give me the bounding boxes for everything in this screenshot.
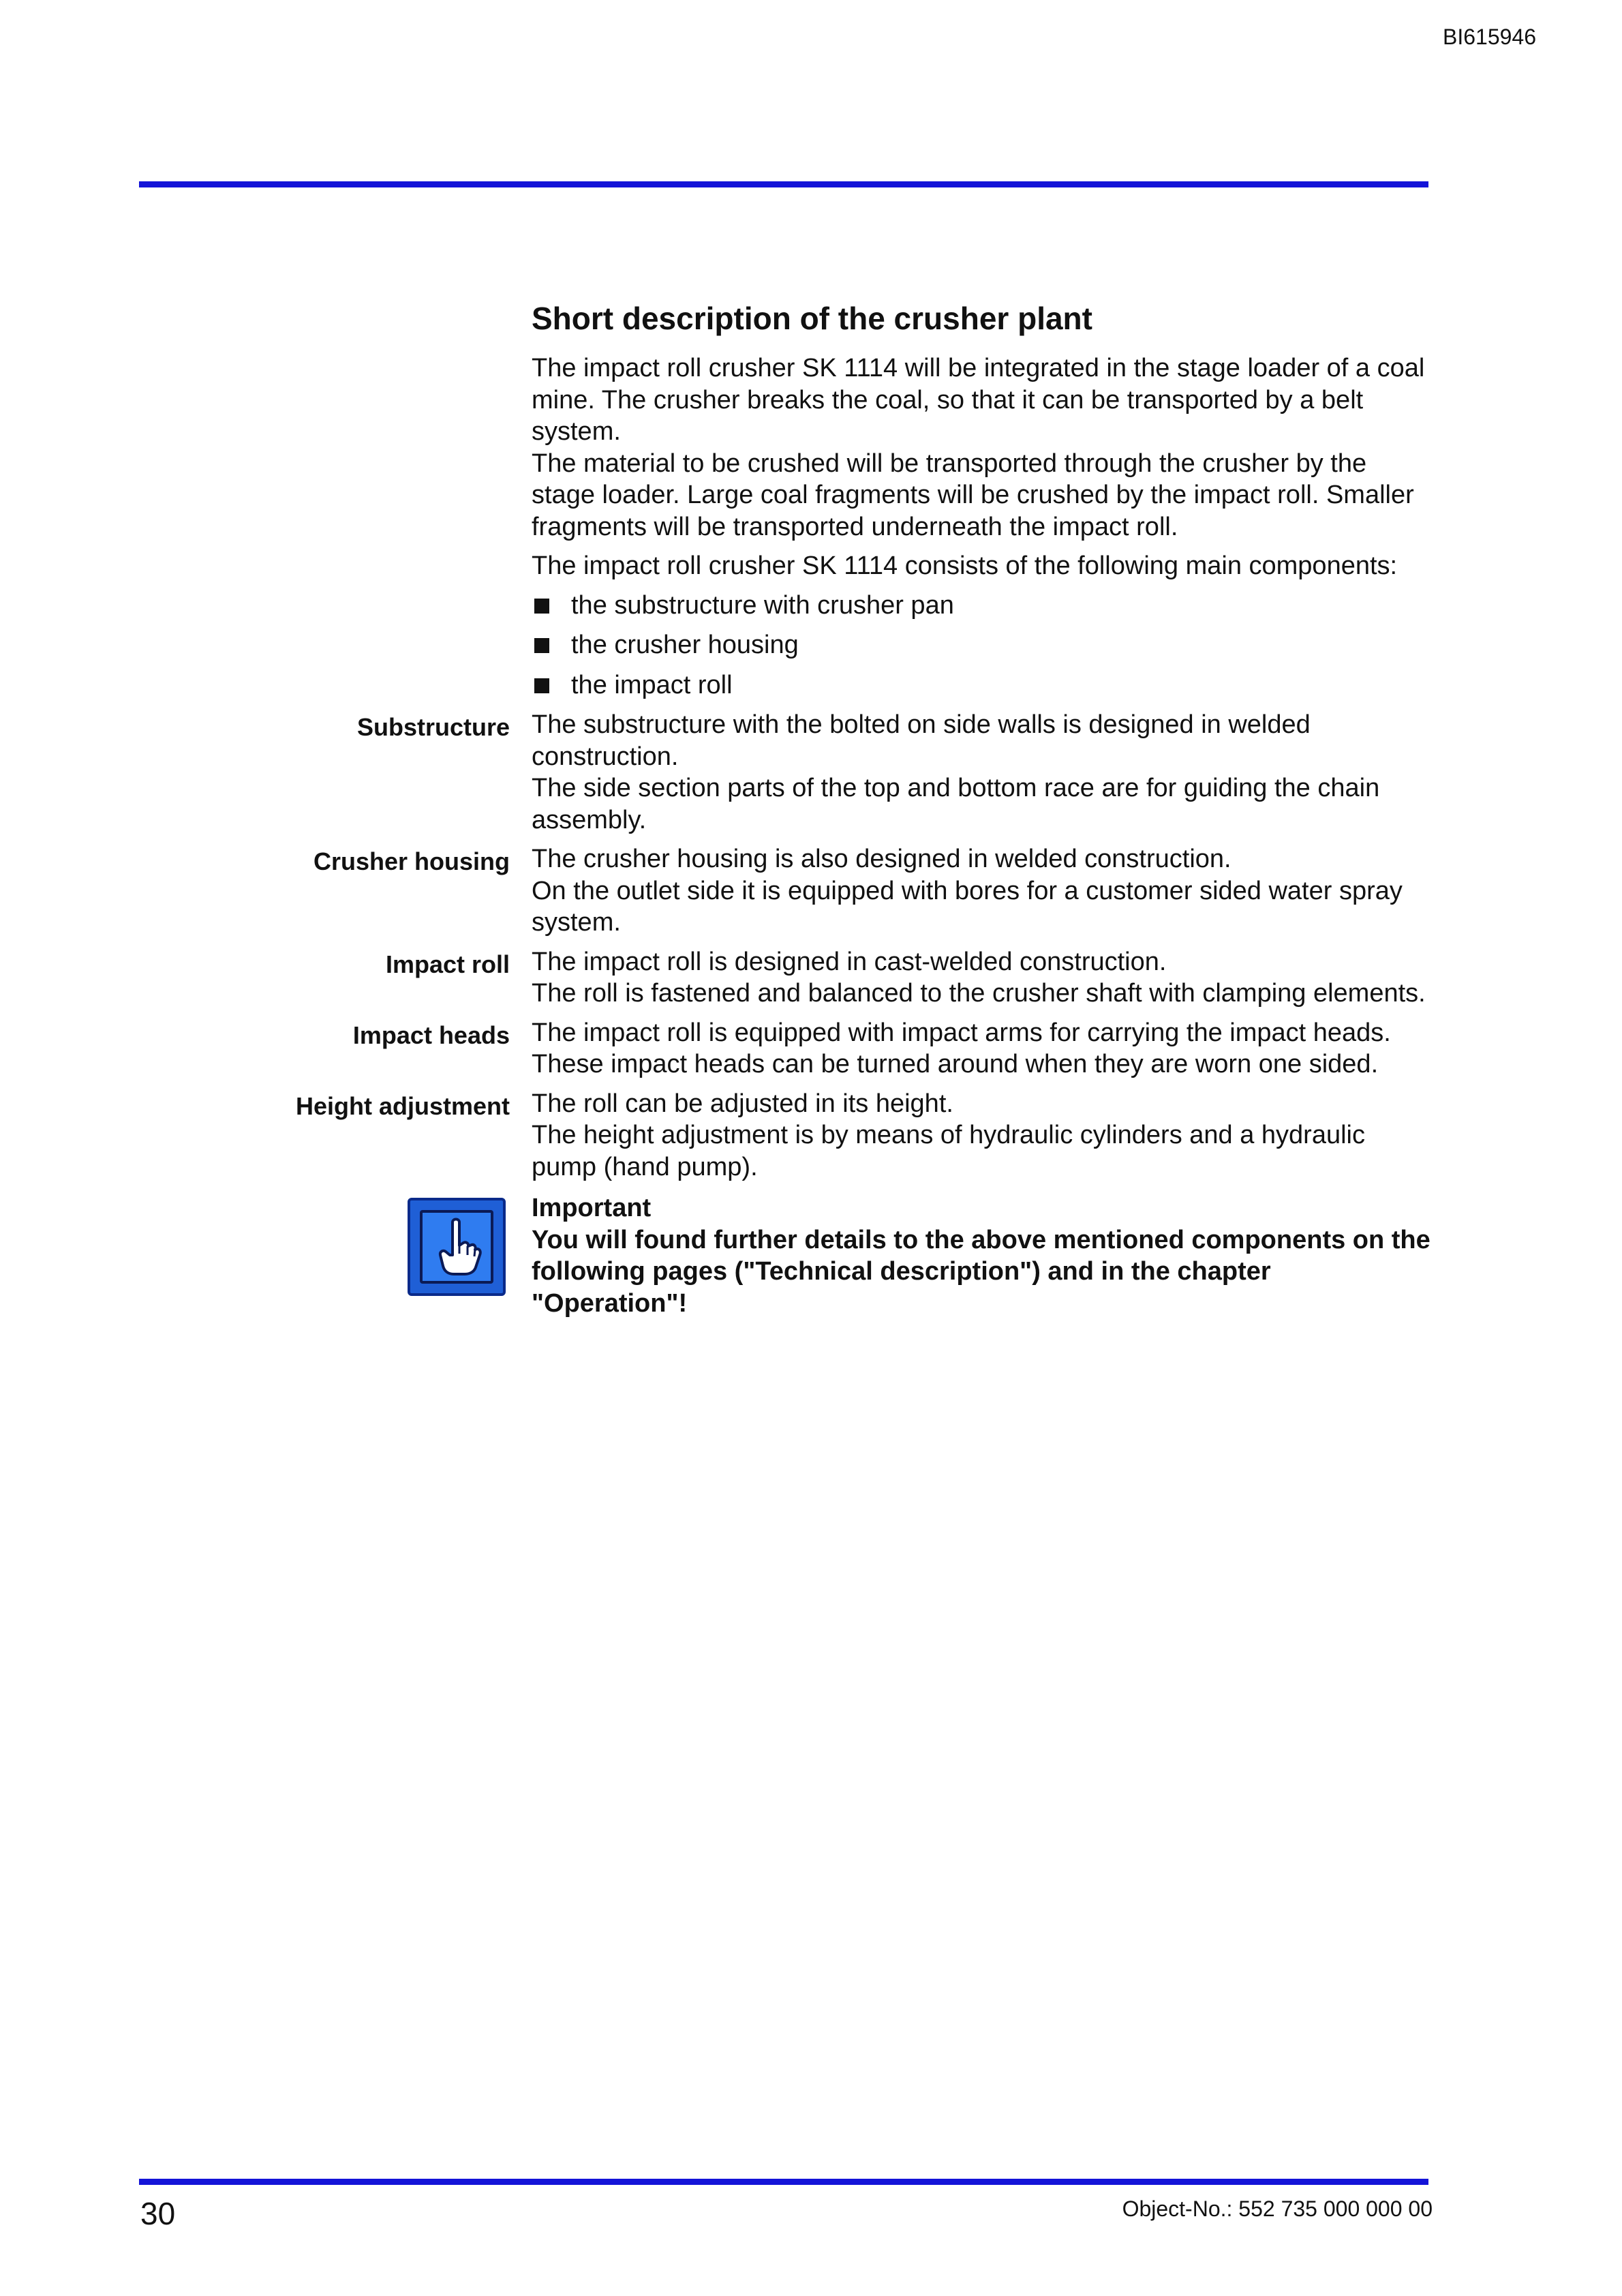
section-text: The crusher housing is also designed in welded construction. On the outlet side it is equipped with bores for a customer sided water spray system.	[532, 845, 1403, 937]
section-label: Crusher housing	[313, 847, 510, 876]
section-text: The substructure with the bolted on side walls is designed in welded construction. The side section parts of the top and bottom race are for guiding the chain assembly.	[532, 710, 1380, 834]
section-text: The roll can be adjusted in its height. The height adjustment is by means of hydraulic cylinders and a hydraulic pump (hand pump).	[532, 1089, 1365, 1181]
section-label: Height adjustment	[295, 1091, 510, 1120]
page-title: Short description of the crusher plant	[532, 301, 1092, 336]
list-item: the crusher housing	[532, 629, 1431, 661]
note-title: Important	[532, 1194, 652, 1223]
document-id: BI615946	[1442, 25, 1536, 49]
section-label: Substructure	[356, 713, 510, 742]
section-height-adjustment	[295, 1088, 1431, 1183]
footer-rule	[139, 2179, 1428, 2185]
intro-paragraph-2: The impact roll crusher SK 1114 consists of the following main components:	[532, 552, 1398, 581]
section-label: Impact heads	[352, 1021, 510, 1049]
intro-paragraph-1: The impact roll crusher SK 1114 will be integrated in the stage loader of a coal mine. The crusher breaks the coal, so that it can be transported by a belt system. The material to be crushed will be transported through the crusher by the stage loader. Large coal fragments will be crushed by the impact roll. Smaller fragments will be transported underneath the impact roll.	[532, 354, 1425, 541]
square-bullet-icon	[534, 678, 549, 693]
main-content	[295, 300, 1431, 1319]
square-bullet-icon	[534, 599, 549, 614]
section-impact-heads	[352, 1017, 1431, 1081]
section-impact-roll	[385, 946, 1431, 1010]
object-number: Object-No.: 552 735 000 000 00	[1122, 2196, 1433, 2221]
important-note	[532, 1192, 1431, 1319]
note-text: You will found further details to the above mentioned components on the following pages ("Technical description") and in the chapter "Operation"!	[532, 1225, 1430, 1318]
section-crusher-housing	[313, 843, 1431, 939]
section-text: The impact roll is designed in cast-welded construction. The roll is fastened and balanced to the crusher shaft with clamping elements.	[532, 947, 1426, 1008]
components-list	[532, 590, 1431, 701]
square-bullet-icon	[534, 638, 549, 653]
section-substructure	[356, 709, 1431, 836]
list-item: the impact roll	[532, 669, 1431, 701]
header-rule	[139, 181, 1428, 187]
section-label: Impact roll	[385, 950, 510, 978]
page-number: 30	[140, 2196, 176, 2231]
list-item: the substructure with crusher pan	[532, 590, 1431, 622]
section-text: The impact roll is equipped with impact arms for carrying the impact heads. These impact heads can be turned around when they are worn one sided.	[532, 1018, 1391, 1079]
pointing-hand-icon	[408, 1198, 506, 1296]
